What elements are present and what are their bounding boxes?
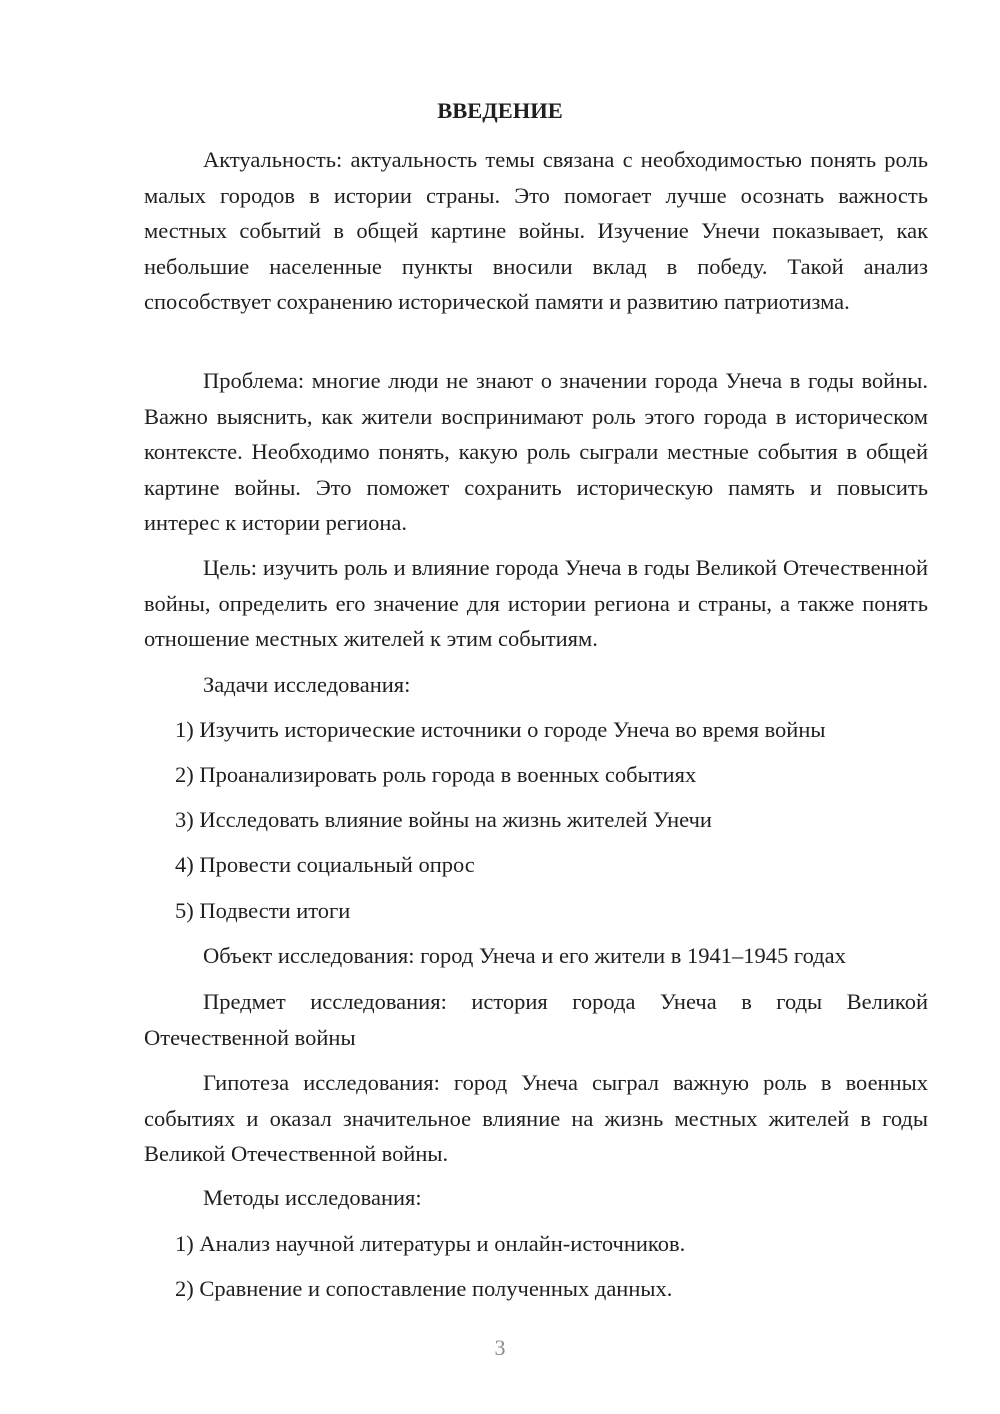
problem-paragraph: Проблема: многие люди не знают о значении города Унеча в годы войны. Важно выяснить, как жители воспринимают роль этого города в историческом контексте. Необходимо понять, какую роль сыграли местные события в общей картине войны. Это поможет сохранить историческую память и повысить интерес к истории региона. [144,368,928,535]
tasks-heading: Задачи исследования: [203,672,411,697]
section-title: ВВЕДЕНИЕ [437,98,563,123]
research-subject: Предмет исследования: история города Унеча в годы Великой Отечественной войны [144,989,928,1050]
methods-heading: Методы исследования: [203,1185,422,1210]
task-item: 3) Исследовать влияние войны на жизнь жителей Унечи [175,807,712,832]
task-item: 1) Изучить исторические источники о городе Унеча во время войны [175,717,826,742]
task-item: 4) Провести социальный опрос [175,852,475,877]
task-item: 5) Подвести итоги [175,898,351,923]
method-item: 2) Сравнение и сопоставление полученных данных. [175,1276,673,1301]
task-item: 2) Проанализировать роль города в военных событиях [175,762,697,787]
goal-paragraph: Цель: изучить роль и влияние города Унеча в годы Великой Отечественной войны, определить его значение для истории региона и страны, а также понять отношение местных жителей к этим событиям. [144,555,928,651]
method-item: 1) Анализ научной литературы и онлайн-источников. [175,1231,686,1256]
research-hypothesis: Гипотеза исследования: город Унеча сыграл важную роль в военных событиях и оказал значительное влияние на жизнь местных жителей в годы Великой Отечественной войны. [144,1070,928,1166]
page-number: 3 [494,1335,506,1360]
research-object: Объект исследования: город Унеча и его жители в 1941–1945 годах [203,943,846,968]
relevance-paragraph: Актуальность: актуальность темы связана с необходимостью понять роль малых городов в истории страны. Это помогает лучше осознать важность местных событий в общей картине войны. Изучение Унечи показывает, как небольшие населенные пункты вносили вклад в победу. Такой анализ способствует сохранению исторической памяти и развитию патриотизма. [144,147,928,314]
